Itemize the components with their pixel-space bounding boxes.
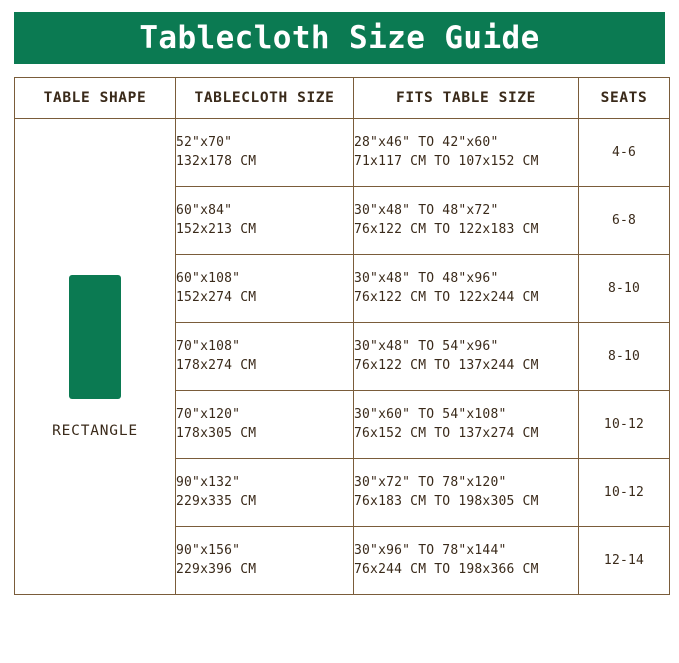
fits-size-cm: 76x122 CM TO 137x244 CM bbox=[354, 357, 539, 373]
tablecloth-size-cm: 178x274 CM bbox=[176, 357, 257, 373]
table-header-row bbox=[15, 78, 670, 119]
shape-label: RECTANGLE bbox=[52, 422, 138, 439]
tablecloth-size-cm: 132x178 CM bbox=[176, 153, 257, 169]
tablecloth-size-cell bbox=[176, 323, 354, 391]
column-header-tablecloth-size: TABLECLOTH SIZE bbox=[176, 78, 354, 119]
seats-cell: 6-8 bbox=[579, 187, 670, 255]
shape-cell-rectangle bbox=[15, 119, 176, 595]
tablecloth-size-inches: 90"x156" bbox=[176, 543, 241, 559]
page-header bbox=[14, 12, 665, 64]
tablecloth-size-inches: 70"x120" bbox=[176, 407, 241, 423]
fits-table-size-cell bbox=[354, 459, 579, 527]
rectangle-shape-icon bbox=[69, 275, 121, 399]
fits-size-inches: 30"x48" TO 48"x96" bbox=[354, 271, 499, 287]
tablecloth-size-cell bbox=[176, 527, 354, 595]
fits-size-cm: 76x183 CM TO 198x305 CM bbox=[354, 493, 539, 509]
fits-table-size-cell bbox=[354, 119, 579, 187]
tablecloth-size-cell bbox=[176, 255, 354, 323]
fits-size-cm: 76x244 CM TO 198x366 CM bbox=[354, 561, 539, 577]
tablecloth-size-cm: 229x335 CM bbox=[176, 493, 257, 509]
table-header bbox=[15, 78, 670, 119]
seats-cell: 4-6 bbox=[579, 119, 670, 187]
fits-size-inches: 28"x46" TO 42"x60" bbox=[354, 135, 499, 151]
fits-table-size-cell bbox=[354, 187, 579, 255]
tablecloth-size-inches: 60"x108" bbox=[176, 271, 241, 287]
tablecloth-size-cell bbox=[176, 391, 354, 459]
tablecloth-size-cm: 229x396 CM bbox=[176, 561, 257, 577]
fits-table-size-cell bbox=[354, 527, 579, 595]
seats-cell: 8-10 bbox=[579, 255, 670, 323]
column-header-table-shape: TABLE SHAPE bbox=[15, 78, 176, 119]
seats-cell: 12-14 bbox=[579, 527, 670, 595]
fits-table-size-cell bbox=[354, 255, 579, 323]
fits-table-size-cell bbox=[354, 391, 579, 459]
fits-size-inches: 30"x48" TO 48"x72" bbox=[354, 203, 499, 219]
fits-size-cm: 76x122 CM TO 122x183 CM bbox=[354, 221, 539, 237]
tablecloth-size-cm: 152x274 CM bbox=[176, 289, 257, 305]
tablecloth-size-inches: 60"x84" bbox=[176, 203, 233, 219]
fits-size-inches: 30"x72" TO 78"x120" bbox=[354, 475, 507, 491]
tablecloth-size-inches: 90"x132" bbox=[176, 475, 241, 491]
fits-size-inches: 30"x96" TO 78"x144" bbox=[354, 543, 507, 559]
fits-size-cm: 76x122 CM TO 122x244 CM bbox=[354, 289, 539, 305]
seats-cell: 10-12 bbox=[579, 459, 670, 527]
tablecloth-size-cm: 152x213 CM bbox=[176, 221, 257, 237]
fits-size-cm: 71x117 CM TO 107x152 CM bbox=[354, 153, 539, 169]
column-header-fits-table-size: FITS TABLE SIZE bbox=[354, 78, 579, 119]
fits-table-size-cell bbox=[354, 323, 579, 391]
tablecloth-size-cell bbox=[176, 187, 354, 255]
seats-cell: 8-10 bbox=[579, 323, 670, 391]
tablecloth-size-inches: 70"x108" bbox=[176, 339, 241, 355]
fits-size-inches: 30"x60" TO 54"x108" bbox=[354, 407, 507, 423]
fits-size-cm: 76x152 CM TO 137x274 CM bbox=[354, 425, 539, 441]
column-header-seats: SEATS bbox=[579, 78, 670, 119]
tablecloth-size-cm: 178x305 CM bbox=[176, 425, 257, 441]
seats-cell: 10-12 bbox=[579, 391, 670, 459]
page-title: Tablecloth Size Guide bbox=[139, 20, 540, 56]
table-row bbox=[15, 119, 670, 187]
tablecloth-size-cell bbox=[176, 459, 354, 527]
size-guide-table bbox=[14, 77, 670, 595]
table-body bbox=[15, 119, 670, 595]
tablecloth-size-cell bbox=[176, 119, 354, 187]
fits-size-inches: 30"x48" TO 54"x96" bbox=[354, 339, 499, 355]
tablecloth-size-inches: 52"x70" bbox=[176, 135, 233, 151]
